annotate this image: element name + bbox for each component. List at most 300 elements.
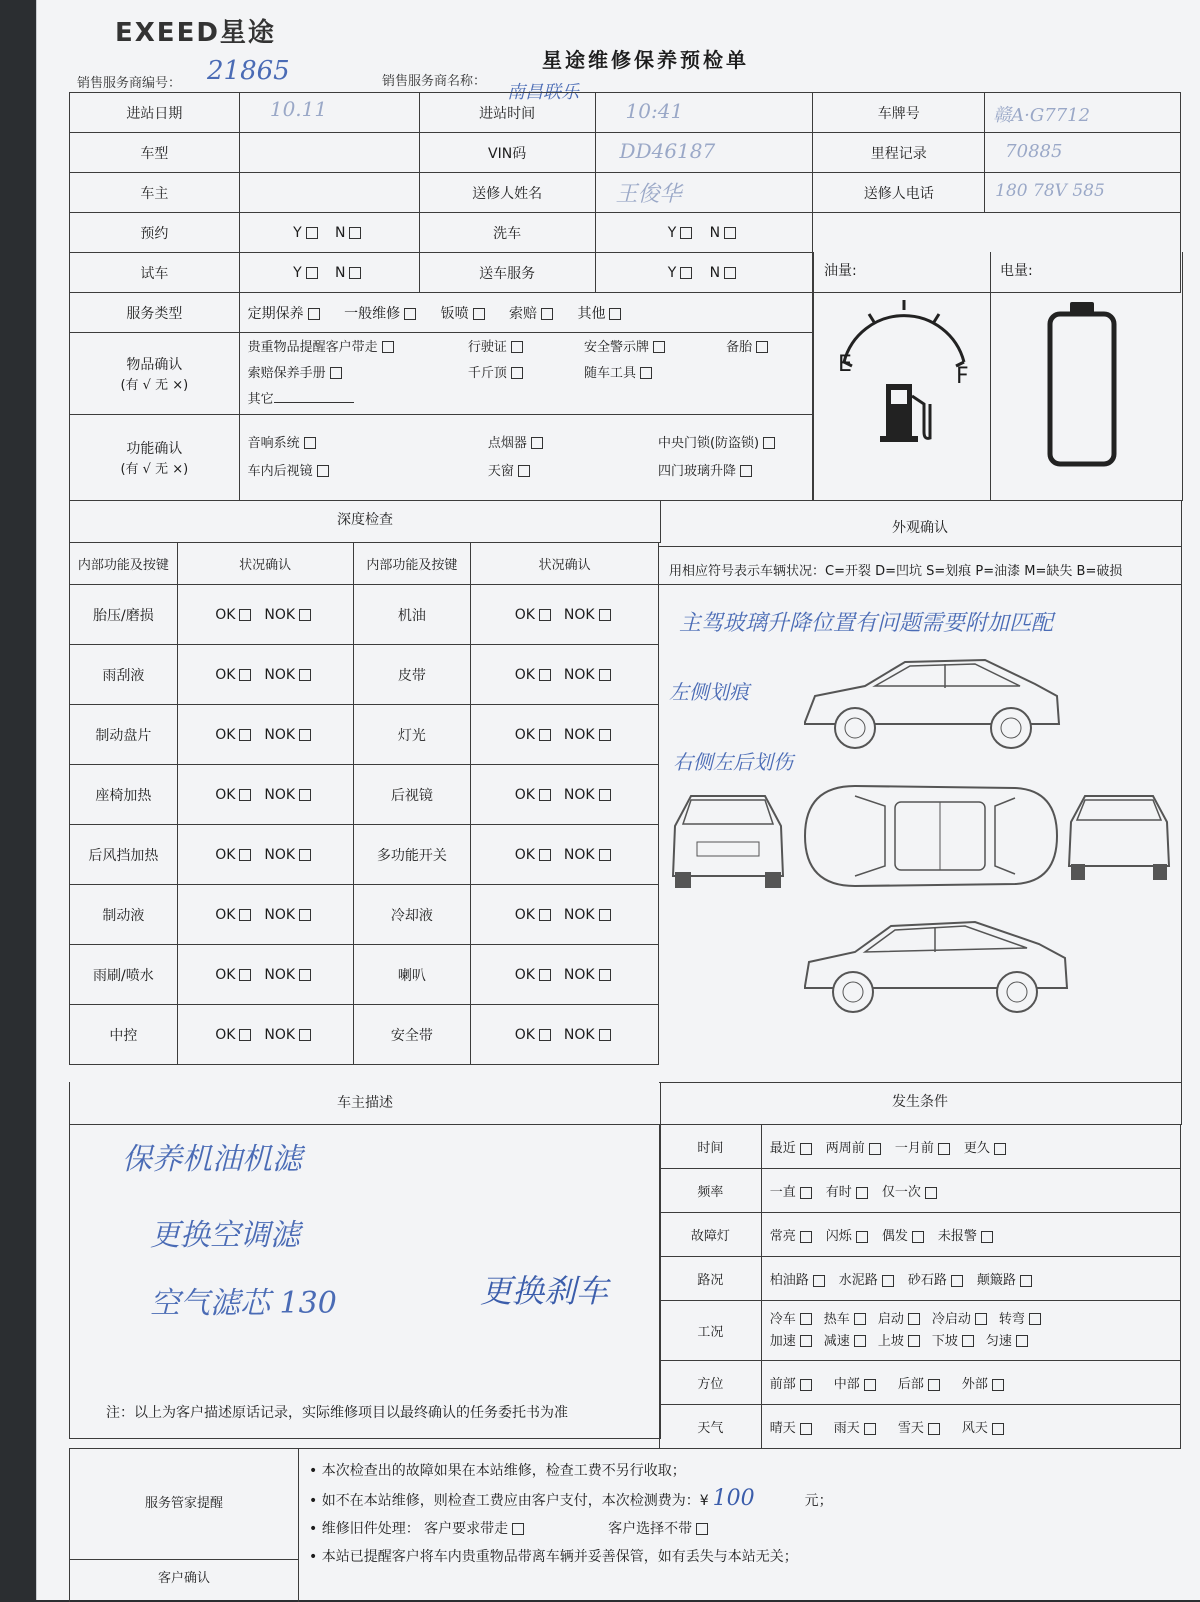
model-label: 车型 (70, 133, 240, 173)
option-label: 音响系统 (247, 435, 300, 451)
reminder-text (309, 1457, 833, 1571)
ok-nok-toggle[interactable] (177, 945, 353, 1005)
checkbox[interactable] (912, 1231, 924, 1243)
delivery-y-checkbox[interactable] (680, 267, 692, 279)
ok-nok-toggle[interactable] (471, 885, 659, 945)
option-label: 冷车 (769, 1311, 796, 1327)
option-label: OK (215, 906, 236, 923)
option-label: OK (514, 846, 535, 863)
checkbox[interactable] (864, 1379, 876, 1391)
delivery-label: 送车服务 (419, 253, 595, 293)
checkbox[interactable] (599, 1029, 611, 1041)
checkbox[interactable] (800, 1423, 812, 1435)
checkbox[interactable] (800, 1187, 812, 1199)
deep-check-item: 胎压/磨损 (70, 585, 178, 645)
option-label: 随车工具 (583, 365, 636, 381)
option-label: Y (293, 224, 302, 241)
ok-nok-toggle[interactable] (471, 765, 659, 825)
checkbox[interactable] (908, 1313, 920, 1325)
deep-check-item: 喇叭 (353, 945, 471, 1005)
ok-nok-toggle[interactable] (471, 645, 659, 705)
mileage-cell[interactable] (985, 133, 1181, 173)
exterior-title: 外观确认 (659, 510, 1181, 547)
reservation-n-checkbox[interactable] (349, 227, 361, 239)
delivery-n-checkbox[interactable] (724, 267, 736, 279)
checkbox[interactable] (539, 789, 551, 801)
service-option (344, 303, 420, 323)
option-label: 砂石路 (907, 1273, 947, 1288)
dealer-name-label: 销售服务商名称： (382, 74, 487, 89)
function-checkbox[interactable] (763, 437, 775, 449)
option-label: NOK (563, 726, 595, 743)
checkbox[interactable] (539, 969, 551, 981)
service-table (69, 292, 813, 501)
option-label: NOK (563, 966, 595, 983)
deep-check-col-item: 内部功能及按键 (70, 543, 178, 585)
option-label: NOK (264, 846, 296, 863)
items-options (239, 333, 812, 415)
checkbox[interactable] (239, 729, 251, 741)
ok-nok-toggle[interactable] (177, 645, 353, 705)
sender-name-value: 王俊华 (615, 182, 682, 207)
option-label: NOK (264, 786, 296, 803)
checkbox[interactable] (239, 849, 251, 861)
option-label: 外部 (961, 1377, 988, 1392)
option-label: 偶发 (881, 1229, 908, 1244)
option-label: NOK (264, 726, 296, 743)
option-label: 颠簸路 (976, 1273, 1016, 1288)
option-label: 减速 (823, 1333, 850, 1349)
option-label: Y (667, 264, 677, 281)
mileage-value: 70885 (1005, 141, 1063, 162)
option-label: 索赔保养手册 (247, 365, 326, 381)
option-label: NOK (563, 786, 595, 803)
deep-check-item: 中控 (70, 1005, 178, 1065)
option-label: 冷启动 (931, 1311, 971, 1327)
item-checkbox[interactable] (756, 341, 768, 353)
checkbox[interactable] (800, 1379, 812, 1391)
condition-label: 工况 (660, 1301, 762, 1361)
checkbox[interactable] (854, 1335, 866, 1347)
checkbox[interactable] (299, 669, 311, 681)
checkbox[interactable] (299, 729, 311, 741)
leave-old-parts-checkbox[interactable] (696, 1523, 708, 1535)
option-label: 转弯 (998, 1311, 1025, 1327)
condition-label: 频率 (660, 1169, 762, 1213)
checkbox[interactable] (299, 849, 311, 861)
ok-nok-toggle[interactable] (177, 765, 353, 825)
owner-desc-line-4: 更换刹车 (480, 1272, 609, 1310)
checkbox[interactable] (813, 1275, 825, 1287)
option-label: 天窗 (487, 463, 514, 479)
option-label: 一月前 (894, 1141, 934, 1156)
owner-desc-footnote: 注：以上为客户描述原话记录，实际维修项目以最终确认的任务委托书为准 (106, 1405, 568, 1421)
checkbox[interactable] (882, 1275, 894, 1287)
deep-check-item: 灯光 (353, 705, 471, 765)
checkbox[interactable] (299, 1029, 311, 1041)
test-drive-n-checkbox[interactable] (349, 267, 361, 279)
checkbox[interactable] (599, 789, 611, 801)
option-label: 仅一次 (881, 1185, 921, 1200)
fuel-gauge-icon (814, 292, 990, 492)
owner-cell[interactable] (239, 173, 419, 213)
checkbox[interactable] (599, 969, 611, 981)
owner-desc-line-2: 更换空调滤 (150, 1218, 300, 1253)
sender-phone-cell[interactable] (985, 173, 1181, 213)
deep-check-item: 机油 (353, 585, 471, 645)
checkbox[interactable] (539, 1029, 551, 1041)
ok-nok-toggle[interactable] (177, 825, 353, 885)
item-checkbox[interactable] (382, 341, 394, 353)
checkbox[interactable] (800, 1313, 812, 1325)
checkbox[interactable] (992, 1423, 1004, 1435)
checkbox[interactable] (599, 909, 611, 921)
option-label: OK (514, 966, 535, 983)
checkbox[interactable] (992, 1379, 1004, 1391)
fuel-label: 油量: (824, 263, 857, 279)
fuel-panel (814, 252, 991, 500)
entry-date-cell[interactable] (239, 93, 419, 133)
option-label: NOK (264, 666, 296, 683)
option-label: Y (667, 224, 677, 241)
checkbox[interactable] (975, 1313, 987, 1325)
option-label: N (334, 264, 346, 281)
deep-check-col-status: 状况确认 (471, 543, 659, 585)
option-label: 千斤顶 (467, 365, 507, 381)
deep-check-item: 制动液 (70, 885, 178, 945)
option-label: 贵重物品提醒客户带走 (247, 339, 378, 355)
option-label: 两周前 (825, 1141, 865, 1156)
item-checkbox[interactable] (653, 341, 665, 353)
item-checkbox[interactable] (511, 367, 523, 379)
condition-label: 天气 (660, 1405, 762, 1449)
option-label: 水泥路 (838, 1273, 878, 1288)
checkbox[interactable] (539, 729, 551, 741)
conditions-table (659, 1124, 1181, 1449)
checkbox[interactable] (239, 1029, 251, 1041)
option-label: (有 √ 无 ×) (120, 378, 189, 393)
reminder-line-4: • 本站已提醒客户将车内贵重物品带离车辆并妥善保管，如有丢失与本站无关； (309, 1549, 798, 1565)
option-label: OK (514, 666, 535, 683)
option-label: 中央门锁(防盗锁) (657, 435, 760, 451)
checkbox[interactable] (239, 909, 251, 921)
option-label: 一直 (769, 1185, 796, 1200)
checkbox[interactable] (981, 1231, 993, 1243)
option-label: NOK (264, 1026, 296, 1043)
checkbox[interactable] (239, 669, 251, 681)
checkbox[interactable] (599, 729, 611, 741)
entry-time-cell[interactable] (595, 93, 813, 133)
ok-nok-toggle[interactable] (471, 945, 659, 1005)
checkbox[interactable] (239, 609, 251, 621)
option-label: 晴天 (769, 1421, 796, 1436)
wash-yn[interactable] (595, 213, 813, 253)
option-label: OK (215, 966, 236, 983)
option-label: OK (514, 906, 535, 923)
wash-y-checkbox[interactable] (680, 227, 692, 239)
option-label: NOK (563, 606, 595, 623)
ok-nok-toggle[interactable] (177, 585, 353, 645)
item-checkbox[interactable] (330, 367, 342, 379)
condition-label: 方位 (660, 1361, 762, 1405)
condition-label: 故障灯 (660, 1213, 762, 1257)
ok-nok-toggle[interactable] (471, 705, 659, 765)
deep-check-col-status: 状况确认 (177, 543, 353, 585)
service-checkbox[interactable] (308, 308, 320, 320)
deep-check-title: 深度检查 (69, 500, 661, 543)
deep-check-item: 雨刮液 (70, 645, 178, 705)
function-checkbox[interactable] (304, 437, 316, 449)
reservation-yn[interactable] (239, 213, 419, 253)
sender-name-label: 送修人姓名 (419, 173, 595, 213)
function-checkbox[interactable] (740, 465, 752, 477)
option-label: 雪天 (897, 1421, 924, 1436)
battery-icon (1042, 300, 1122, 470)
entry-date-label: 进站日期 (70, 93, 240, 133)
model-cell[interactable] (239, 133, 419, 173)
option-label: NOK (563, 666, 595, 683)
option-label: NOK (264, 606, 296, 623)
option-label: 下坡 (931, 1333, 958, 1349)
checkbox[interactable] (539, 849, 551, 861)
owner-desc-line-3: 空气滤芯 130 (150, 1286, 337, 1321)
reminder-label: 服务管家提醒 (69, 1449, 299, 1559)
battery-label: 电量: (1000, 263, 1033, 279)
service-checkbox[interactable] (473, 308, 485, 320)
reminder-panel (69, 1448, 1181, 1601)
checkbox[interactable] (938, 1143, 950, 1155)
ok-nok-toggle[interactable] (471, 585, 659, 645)
checkbox[interactable] (299, 609, 311, 621)
items-label (70, 333, 240, 415)
customer-confirm-label: 客户确认 (69, 1559, 299, 1602)
test-drive-label: 试车 (70, 253, 240, 293)
option-label: OK (215, 846, 236, 863)
car-side-view-icon (795, 914, 1075, 1024)
deep-check-item: 皮带 (353, 645, 471, 705)
reminder-line-1: • 本次检查出的故障如果在本站维修，检查工费不另行收取； (309, 1463, 686, 1479)
checkbox[interactable] (928, 1379, 940, 1391)
deep-check-table (69, 542, 659, 1065)
deep-check-item: 雨刷/喷水 (70, 945, 178, 1005)
option-label: Y (293, 264, 302, 281)
checkbox[interactable] (599, 609, 611, 621)
option-label: 最近 (769, 1141, 796, 1156)
car-top-view-icon (795, 776, 1065, 896)
service-checkbox[interactable] (404, 308, 416, 320)
function-checkbox[interactable] (518, 465, 530, 477)
option-label: OK (215, 1026, 236, 1043)
checkbox[interactable] (239, 789, 251, 801)
wash-n-checkbox[interactable] (724, 227, 736, 239)
checkbox[interactable] (925, 1187, 937, 1199)
deep-check-item: 后风挡加热 (70, 825, 178, 885)
car-side-view-icon (795, 650, 1065, 760)
option-label: N (334, 224, 346, 241)
option-label: 中部 (833, 1377, 860, 1392)
option-label: 有时 (825, 1185, 852, 1200)
checkbox[interactable] (1020, 1275, 1032, 1287)
service-option (248, 303, 324, 323)
checkbox[interactable] (299, 909, 311, 921)
reservation-label: 预约 (70, 213, 240, 253)
checkbox[interactable] (854, 1313, 866, 1325)
deep-check-item: 后视镜 (353, 765, 471, 825)
deep-check-col-item: 内部功能及按键 (353, 543, 471, 585)
option-label: 更久 (963, 1141, 990, 1156)
checkbox[interactable] (239, 969, 251, 981)
option-label: 定期保养 (247, 305, 304, 322)
inspection-sheet (36, 0, 1200, 1600)
dealer-code-label: 销售服务商编号： (77, 76, 182, 91)
function-checkbox[interactable] (531, 437, 543, 449)
checkbox[interactable] (962, 1335, 974, 1347)
service-type-options (239, 293, 812, 333)
ok-nok-toggle[interactable] (177, 1005, 353, 1065)
option-label: OK (514, 726, 535, 743)
car-front-view-icon (663, 786, 793, 896)
checkbox[interactable] (800, 1143, 812, 1155)
checkbox[interactable] (599, 849, 611, 861)
option-label: NOK (563, 846, 595, 863)
reminder-line-2-suffix: 元； (804, 1493, 833, 1509)
checkbox[interactable] (539, 669, 551, 681)
option-label: 安全警示牌 (583, 339, 649, 355)
option-label: OK (215, 606, 236, 623)
option-label: NOK (563, 906, 595, 923)
checkbox[interactable] (856, 1187, 868, 1199)
checkbox[interactable] (994, 1143, 1006, 1155)
checkbox[interactable] (1029, 1313, 1041, 1325)
owner-label: 车主 (70, 173, 240, 213)
exterior-legend: 用相应符号表示车辆状况：C=开裂 D=凹坑 S=划痕 P=油漆 M=缺失 B=破损 (669, 564, 1123, 579)
mileage-label: 里程记录 (813, 133, 985, 173)
plate-label: 车牌号 (813, 93, 985, 133)
reservation-y-checkbox[interactable] (306, 227, 318, 239)
option-label: 其它 (247, 391, 274, 407)
function-checkbox[interactable] (317, 465, 329, 477)
checkbox[interactable] (800, 1335, 812, 1347)
option-label: 点烟器 (487, 435, 527, 451)
ok-nok-toggle[interactable] (471, 1005, 659, 1065)
option-label: 前部 (769, 1377, 796, 1392)
option-label: 风天 (961, 1421, 988, 1436)
option-label: OK (215, 666, 236, 683)
conditions-title: 发生条件 (659, 1082, 1182, 1125)
ok-nok-toggle[interactable] (177, 705, 353, 765)
checkbox[interactable] (928, 1423, 940, 1435)
sender-name-cell[interactable] (595, 173, 813, 213)
option-label: 四门玻璃升降 (657, 463, 736, 479)
option-label: 索赔 (509, 305, 538, 322)
option-label: 未报警 (937, 1229, 977, 1244)
exterior-panel (659, 500, 1182, 1083)
checkbox[interactable] (1016, 1335, 1028, 1347)
delivery-yn[interactable] (595, 253, 813, 293)
checkbox[interactable] (908, 1335, 920, 1347)
option-label: (有 √ 无 ×) (120, 462, 189, 477)
car-rear-view-icon (1059, 786, 1179, 896)
owner-desc-panel (69, 1082, 661, 1439)
checkbox[interactable] (539, 909, 551, 921)
option-label: 热车 (823, 1311, 850, 1327)
option-label: 柏油路 (769, 1273, 809, 1288)
vin-cell[interactable] (595, 133, 813, 173)
checkbox[interactable] (599, 669, 611, 681)
service-checkbox[interactable] (609, 308, 621, 320)
service-option (441, 303, 489, 323)
functions-options (239, 415, 812, 501)
option-label: 雨天 (833, 1421, 860, 1436)
option-label: NOK (563, 1026, 595, 1043)
service-option (509, 303, 557, 323)
sender-phone-value: 180 78V 585 (995, 181, 1105, 201)
inspection-fee-value: 100 (712, 1486, 755, 1511)
functions-label (70, 415, 240, 501)
option-label: 上坡 (877, 1333, 904, 1349)
option-label: 物品确认 (126, 357, 183, 373)
checkbox[interactable] (539, 609, 551, 621)
checkbox[interactable] (869, 1143, 881, 1155)
condition-label: 时间 (660, 1125, 762, 1169)
checkbox[interactable] (951, 1275, 963, 1287)
checkbox[interactable] (864, 1423, 876, 1435)
option-label: OK (514, 786, 535, 803)
exterior-note-2: 左侧划痕 (669, 680, 749, 704)
ok-nok-toggle[interactable] (471, 825, 659, 885)
fuel-empty-mark: E (838, 352, 852, 377)
option-label: 加速 (769, 1333, 796, 1349)
checkbox[interactable] (299, 789, 311, 801)
deep-check-item: 座椅加热 (70, 765, 178, 825)
vin-label: VIN码 (419, 133, 595, 173)
entry-date-value: 10.11 (269, 97, 328, 121)
option-label: OK (215, 786, 236, 803)
option-label: 闪烁 (825, 1229, 852, 1244)
option-label: 钣喷 (440, 305, 469, 322)
checkbox[interactable] (856, 1231, 868, 1243)
exterior-note-3: 右侧左后划伤 (673, 750, 793, 774)
option-label: N (709, 224, 721, 241)
take-old-parts-checkbox[interactable] (512, 1523, 524, 1535)
test-drive-y-checkbox[interactable] (306, 267, 318, 279)
item-checkbox[interactable] (511, 341, 523, 353)
gauge-panel (813, 252, 1183, 501)
battery-panel (990, 252, 1182, 500)
sender-phone-label: 送修人电话 (813, 173, 985, 213)
brand-logo: EXEED星途 (115, 18, 276, 48)
test-drive-yn[interactable] (239, 253, 419, 293)
option-label: N (709, 264, 721, 281)
reminder-line-3b: 客户选择不带 (608, 1521, 693, 1537)
checkbox[interactable] (800, 1231, 812, 1243)
option-label: 车内后视镜 (247, 463, 313, 479)
deep-check-item: 多功能开关 (353, 825, 471, 885)
checkbox[interactable] (299, 969, 311, 981)
deep-check-item: 冷却液 (353, 885, 471, 945)
option-label: 其他 (577, 305, 606, 322)
reminder-line-3a: • 维修旧件处理： 客户要求带走 (309, 1521, 509, 1537)
item-checkbox[interactable] (640, 367, 652, 379)
ok-nok-toggle[interactable] (177, 885, 353, 945)
plate-cell[interactable] (985, 93, 1181, 133)
dealer-name-value: 南昌联乐 (507, 82, 579, 103)
option-label: 常亮 (769, 1229, 796, 1244)
service-checkbox[interactable] (541, 308, 553, 320)
option-label: 备胎 (726, 339, 753, 355)
plate-value: 赣A·G7712 (993, 105, 1091, 126)
option-label: 后部 (897, 1377, 924, 1392)
